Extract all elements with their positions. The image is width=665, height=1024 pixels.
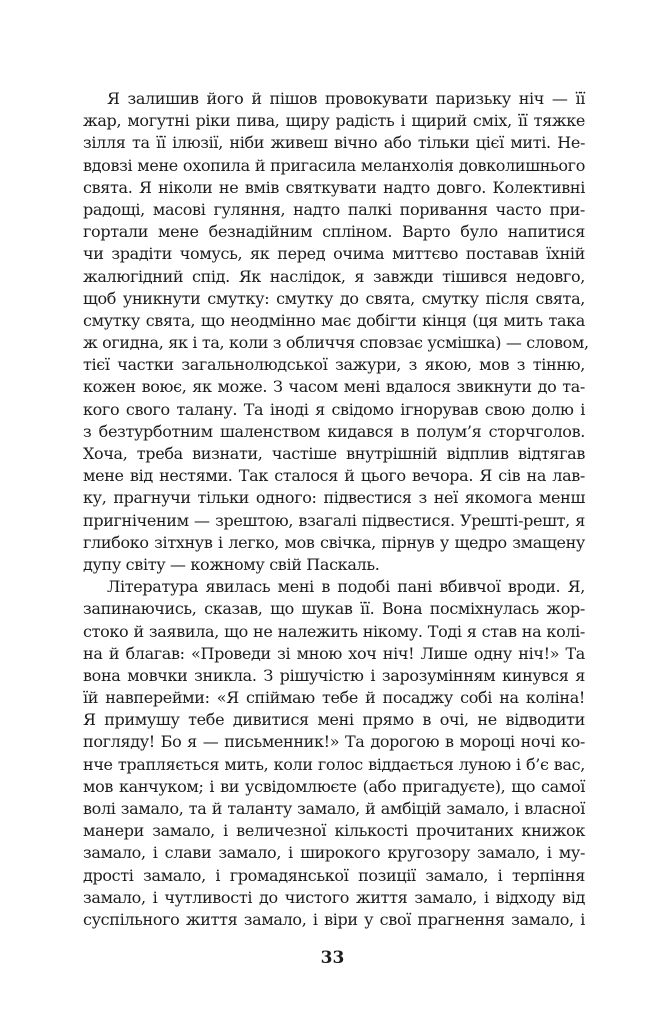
text-line: глибоко зітхнув і легко, мов свічка, пірнув у щедро змащену — [83, 532, 585, 552]
text-line: жар, могутні ріки пива, щиру радість і щирий сміх, її тяжке — [83, 111, 585, 131]
text-line: тієї частки загальнолюдської зажури, з якою, мов з тінню, — [83, 355, 585, 375]
text-line: чи зрадіти чомусь, як перед очима миттєво поставав їхній — [83, 244, 585, 264]
text-line: свята. Я ніколи не вмів святкувати надто довго. Колективні — [83, 177, 585, 197]
text-line: жалюгідний спід. Як наслідок, я завжди тішився недовго, — [83, 266, 585, 286]
text-line: вдовзі мене охопила й пригасила меланхолія довколишнього — [83, 155, 585, 175]
text-line: мене від нестями. Так сталося й цього вечора. Я сів на лав- — [83, 466, 585, 486]
text-line: запинаючись, сказав, що шукав її. Вона посміхнулась жор- — [83, 599, 585, 619]
text-line: зілля та її ілюзії, ніби живеш вічно або тільки цієї миті. Не- — [83, 133, 585, 153]
text-line: щоб уникнути смутку: смутку до свята, смутку після свята, — [83, 288, 585, 308]
text-line: нче трапляється мить, коли голос віддається луною і б’є вас, — [83, 754, 585, 774]
body-text — [83, 88, 589, 931]
text-line: замало, і слави замало, і широкого кругозору замало, і му- — [83, 843, 585, 863]
text-line: дрості замало, і громадянської позиції замало, і терпіння — [83, 865, 585, 885]
text-line: Хоча, треба визнати, частіше внутрішній відплив відтягав — [83, 444, 585, 463]
text-line: Література явилась мені в подобі пані вбивчої вроди. Я, — [107, 577, 585, 597]
text-line: стоко й заявила, що не належить нікому. Тоді я став на колі- — [83, 621, 585, 641]
text-line: Я примушу тебе дивитися мені прямо в очі, не відводити — [83, 710, 585, 730]
text-line: волі замало, та й таланту замало, й амбіцій замало, і власної — [83, 799, 585, 818]
text-line: мов канчуком; і ви усвідомлюєте (або пригадуєте), що самої — [83, 776, 585, 796]
text-line: замало, і чутливості до чистого життя замало, і відходу від — [83, 887, 585, 907]
text-line: кожен воює, як може. З часом мені вдалося звикнути до та- — [83, 377, 585, 397]
text-line: пригніченим — зрештою, взагалі підвестися. Урешті-решт, я — [83, 510, 585, 530]
text-line: ж огидна, як і та, коли з обличчя сповзає усмішка) — словом, — [83, 333, 589, 353]
text-line: манери замало, і величезної кількості прочитаних книжок — [83, 821, 585, 841]
text-line: суспільного життя замало, і віри у свої прагнення замало, і — [83, 909, 585, 929]
text-line: на й благав: «Проведи зі мною хоч ніч! Лише одну ніч!» Та — [83, 643, 585, 663]
text-line: вона мовчки зникла. З рішучістю і зарозумінням кинувся я — [83, 665, 585, 685]
text-line: погляду! Бо я — письменник!» Та дорогою в мороці ночі ко- — [83, 732, 585, 752]
text-line: дупу світу — кожному свій Паскаль. — [83, 554, 380, 574]
text-line: з безтурботним шаленством кидався в полум’я сторчголов. — [83, 421, 585, 441]
text-line: радощі, масові гуляння, надто палкі поривання часто при- — [83, 199, 585, 219]
text-line: Я залишив його й пішов провокувати паризьку ніч — її — [107, 89, 585, 108]
text-line: гортали мене безнадійним спліном. Варто було напитися — [83, 222, 585, 242]
text-line: смутку свята, що неодмінно має добігти кінця (ця мить така — [83, 310, 585, 330]
text-line: кого свого талану. Та іноді я свідомо ігнорував свою долю і — [83, 399, 585, 419]
page-number: 33 — [320, 948, 345, 968]
text-line: ку, прагнучи тільки одного: підвестися з неї якомога менш — [83, 488, 585, 508]
text-line: їй навперейми: «Я спіймаю тебе й посаджу собі на коліна! — [83, 688, 585, 708]
